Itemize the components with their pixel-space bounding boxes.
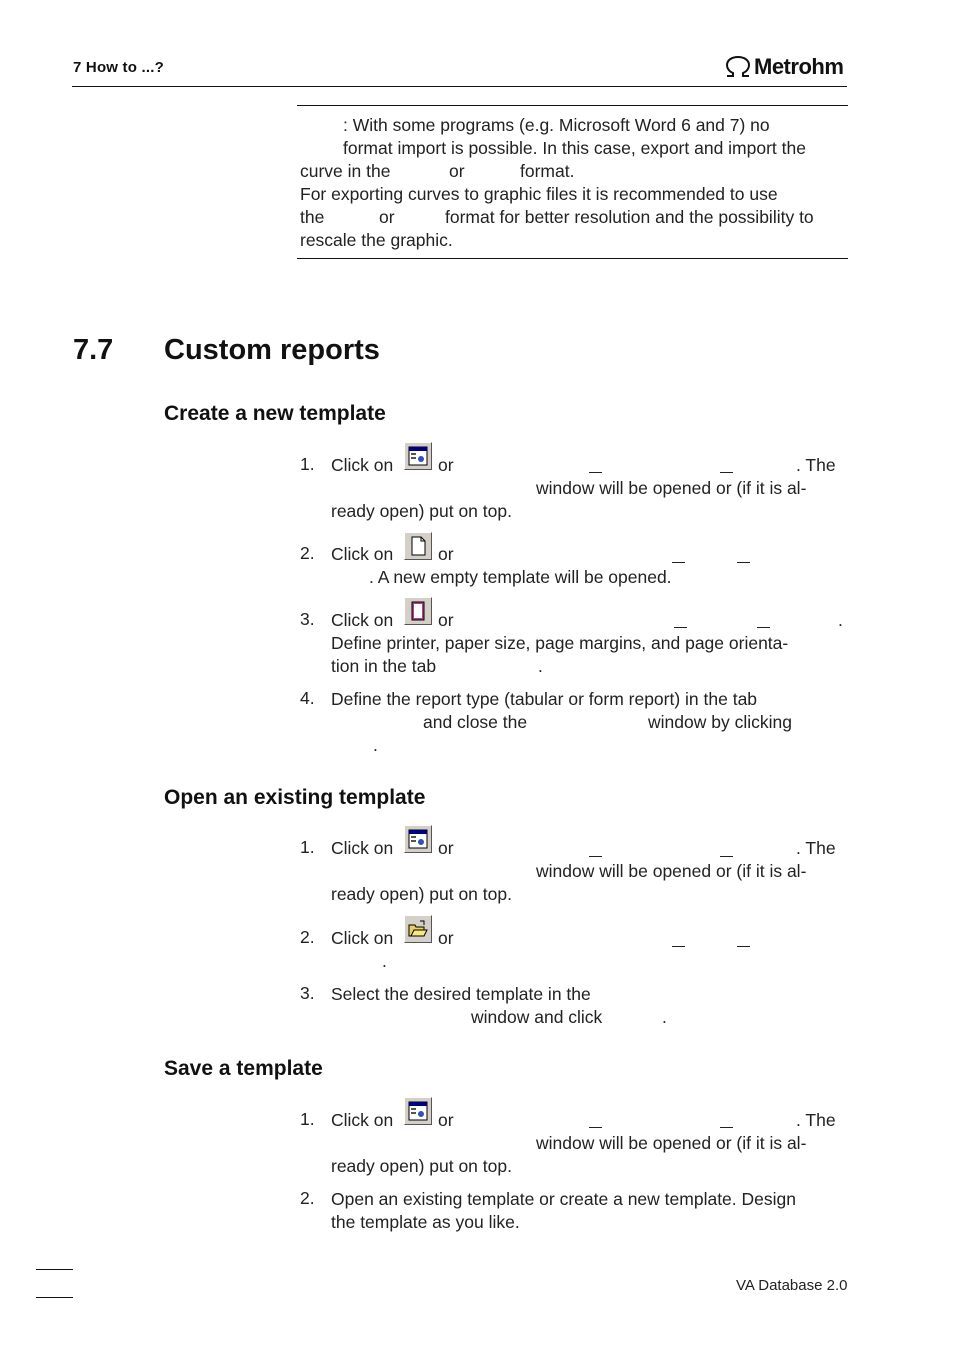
mnemonic-underline xyxy=(720,856,733,857)
step-text: . A new empty template will be opened. xyxy=(369,567,672,587)
mnemonic-underline xyxy=(672,562,685,563)
step-text: window will be opened or (if it is al- xyxy=(536,478,807,498)
note-line: For exporting curves to graphic files it is recommended to use xyxy=(300,184,778,204)
mnemonic-underline xyxy=(720,1127,733,1128)
step-text: the template as you like. xyxy=(331,1212,520,1232)
step-text: tion in the tab xyxy=(331,656,437,676)
step-text: ready open) put on top. xyxy=(331,884,512,904)
step-text: . xyxy=(373,735,378,755)
new-document-icon[interactable] xyxy=(404,532,432,560)
step-text: . xyxy=(662,1007,667,1027)
note-line: format. xyxy=(520,161,575,181)
step-text: Click on xyxy=(331,928,394,948)
mnemonic-underline xyxy=(720,472,733,473)
page-setup-icon[interactable] xyxy=(404,597,432,625)
report-window-icon[interactable] xyxy=(404,1097,432,1125)
brand-name: Metrohm xyxy=(754,54,844,79)
step-text: . xyxy=(538,656,543,676)
note-line: the xyxy=(300,207,325,227)
step-text: . xyxy=(838,610,843,630)
section-heading xyxy=(73,334,380,367)
report-window-icon-glyph xyxy=(408,1101,428,1121)
step-text: or xyxy=(438,544,454,564)
subheading-save: Save a template xyxy=(164,1057,323,1080)
page-setup-icon-glyph xyxy=(408,601,428,621)
mnemonic-underline xyxy=(674,627,687,628)
step-text: or xyxy=(438,838,454,858)
step-number: 3. xyxy=(300,609,315,629)
note-line: or xyxy=(449,161,465,181)
step-text: . The xyxy=(796,838,836,858)
step-text: Click on xyxy=(331,544,394,564)
report-window-icon[interactable] xyxy=(404,825,432,853)
note-line: or xyxy=(379,207,395,227)
note-line: format for better resolution and the possibility to xyxy=(445,207,814,227)
step-text: window will be opened or (if it is al- xyxy=(536,1133,807,1153)
step-number: 2. xyxy=(300,1188,315,1208)
step-text: Open an existing template or create a new template. Design xyxy=(331,1189,796,1209)
report-window-icon[interactable] xyxy=(404,442,432,470)
open-folder-icon[interactable] xyxy=(404,915,432,943)
brand-logo xyxy=(724,54,843,80)
step-text: ready open) put on top. xyxy=(331,501,512,521)
mnemonic-underline xyxy=(757,627,770,628)
report-window-icon-glyph xyxy=(408,829,428,849)
step-text: Click on xyxy=(331,1110,394,1130)
step-text: ready open) put on top. xyxy=(331,1156,512,1176)
step-text: and close the xyxy=(423,712,528,732)
step-text: . The xyxy=(796,455,836,475)
step-text: or xyxy=(438,610,454,630)
open-folder-icon-glyph xyxy=(408,919,428,939)
step-number: 2. xyxy=(300,927,315,947)
mnemonic-underline xyxy=(589,472,602,473)
note-line: format import is possible. In this case, export and import the xyxy=(343,138,806,158)
mnemonic-underline xyxy=(672,946,685,947)
note-bottom-rule xyxy=(297,258,848,259)
step-text: or xyxy=(438,455,454,475)
step-text: Click on xyxy=(331,838,394,858)
mnemonic-underline xyxy=(589,1127,602,1128)
subheading-create: Create a new template xyxy=(164,402,386,425)
step-text: window will be opened or (if it is al- xyxy=(536,861,807,881)
note-line: : With some programs (e.g. Microsoft Word 6 and 7) no xyxy=(343,115,770,135)
step-text: or xyxy=(438,928,454,948)
header-rule xyxy=(72,86,847,87)
footer-rule xyxy=(36,1269,73,1270)
step-text: window by clicking xyxy=(648,712,792,732)
step-number: 1. xyxy=(300,837,315,857)
step-text: or xyxy=(438,1110,454,1130)
note-top-rule xyxy=(297,105,848,106)
step-number: 4. xyxy=(300,688,315,708)
step-text: Click on xyxy=(331,610,394,630)
subheading-open: Open an existing template xyxy=(164,786,426,809)
step-number: 1. xyxy=(300,454,315,474)
step-text: Click on xyxy=(331,455,394,475)
step-text: Define the report type (tabular or form report) in the tab xyxy=(331,689,758,709)
step-text: . xyxy=(382,951,387,971)
step-number: 1. xyxy=(300,1109,315,1129)
mnemonic-underline xyxy=(737,562,750,563)
note-line: curve in the xyxy=(300,161,391,181)
mnemonic-underline xyxy=(589,856,602,857)
new-document-icon-glyph xyxy=(408,536,428,556)
step-text: Select the desired template in the xyxy=(331,984,591,1004)
step-text: window and click xyxy=(471,1007,603,1027)
step-number: 2. xyxy=(300,543,315,563)
report-window-icon-glyph xyxy=(408,446,428,466)
footer-product: VA Database 2.0 xyxy=(736,1277,848,1294)
step-number: 3. xyxy=(300,983,315,1003)
chapter-header: 7 How to ...? xyxy=(73,59,164,76)
section-title: Custom reports xyxy=(164,334,380,366)
step-text: Define printer, paper size, page margins, and page orienta- xyxy=(331,633,789,653)
section-number: 7.7 xyxy=(73,334,114,366)
note-line: rescale the graphic. xyxy=(300,230,453,250)
step-text: . The xyxy=(796,1110,836,1130)
footer-rule xyxy=(36,1297,73,1298)
omega-icon xyxy=(724,56,752,78)
mnemonic-underline xyxy=(737,946,750,947)
